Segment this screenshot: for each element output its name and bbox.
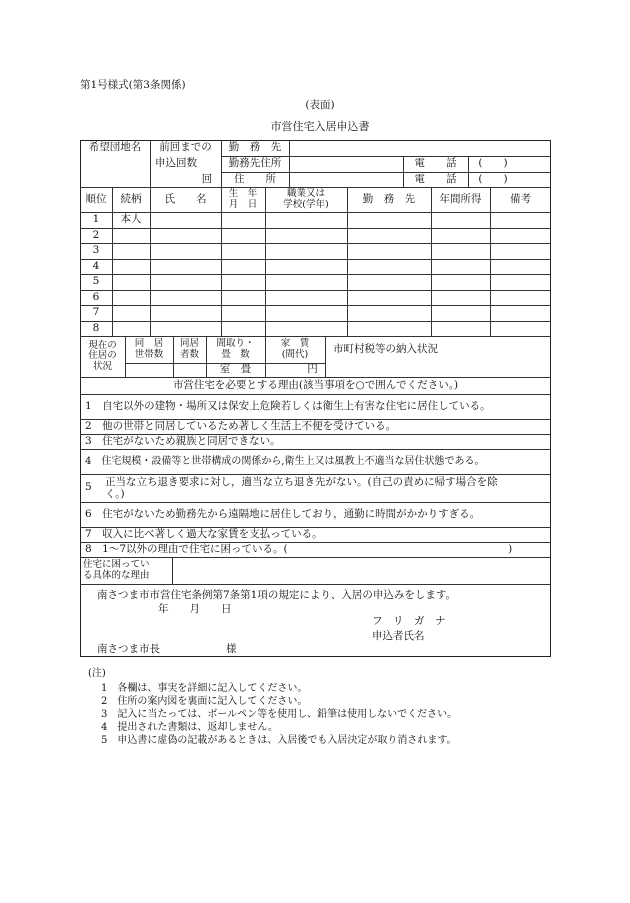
workplace-address-label: 勤務先住所 (228, 157, 282, 170)
rent-label: 家 賃 (間代) (280, 338, 310, 360)
rule (172, 557, 173, 584)
row-number: 5 (92, 275, 100, 288)
note-item: 4 提出された書類は、返却しません。 (101, 722, 278, 733)
desired-area-label: 希望団地名 (88, 141, 142, 154)
rule (80, 474, 551, 475)
note-item: 2 住所の案内図を裏面に記入してください。 (101, 696, 308, 707)
applicant-name-label: 申込者氏名 (372, 630, 425, 642)
application-statement: 南さつま市市営住宅条例第7条第1項の規定により、入居の申込みをします。 (97, 589, 457, 601)
reasons-heading: 市営住宅を必要とする理由(該当事項を○で囲んでください。) (172, 378, 459, 391)
col-employer: 勤 務 先 (362, 192, 416, 205)
row-number: 7 (92, 306, 100, 319)
row-number: 3 (92, 244, 100, 257)
notes-label: (注) (88, 668, 106, 679)
reason-item-7: 7 収入に比べ著しく過大な家賃を支払っている。 (85, 527, 323, 540)
reason-item-3: 3 住宅がないため親族と同居できない。 (85, 434, 281, 447)
col-relation: 続柄 (120, 192, 142, 205)
workplace-label: 勤 務 先 (228, 141, 282, 154)
phone-label: 電 話 (414, 157, 457, 170)
col-remarks: 備考 (510, 192, 531, 205)
cohabitants-label: 同居 者数 (179, 338, 199, 360)
previous-count-label-2: 申込回数 (155, 157, 197, 170)
note-item: 1 各欄は、事実を詳細に記入してください。 (101, 683, 308, 694)
reason-item-6: 6 住宅がないため勤務先から遠隔地に居住しており，通勤に時間がかかりすぎる。 (85, 507, 481, 520)
form-side-label: (表面) (305, 99, 335, 111)
rule (80, 584, 551, 585)
phone-paren-2: ( ) (478, 172, 508, 185)
mayor-label: 南さつま市長 (97, 643, 160, 655)
reason-item-1: 1 自宅以外の建物・場所又は保安上危険若しくは衛生上有害な住宅に居住している。 (85, 399, 491, 412)
tax-status-label: 市町村税等の納入状況 (333, 342, 438, 355)
address-label: 住 所 (234, 172, 276, 185)
row-number: 8 (92, 321, 100, 334)
rule (289, 140, 290, 187)
col-income: 年間所得 (439, 192, 482, 205)
page-title: 市営住宅入居申込書 (270, 120, 370, 133)
times-label: 回 (201, 172, 213, 185)
current-housing-label: 現在の 住居の 状況 (88, 339, 117, 372)
form-number: 第1号様式(第3条関係) (80, 79, 186, 91)
phone-paren: ( ) (478, 157, 508, 170)
previous-count-label-1: 前回までの (159, 141, 212, 154)
reason-item-4: 4 住宅規模・設備等と世帯構成の関係から,衛生上又は風教上不適当な居住状態である。 (85, 456, 485, 467)
reason-item-5-number: 5 (85, 481, 92, 494)
reason-item-5-line-2: く。) (105, 488, 125, 500)
col-order: 順位 (85, 192, 107, 205)
cohabit-households-label: 同 居 世帯数 (134, 338, 164, 360)
col-birth: 生 年 月 日 (228, 188, 258, 210)
reason-item-5-line-1: 正当な立ち退き要求に対し，適当な立ち退き先がない。(自己の責めに帰す場合を除 (105, 476, 498, 488)
row-relation: 本人 (120, 213, 142, 226)
application-date: 年 月 日 (158, 603, 232, 615)
col-occupation: 職業又は 学校(学年) (283, 188, 329, 210)
row-number: 2 (92, 228, 100, 241)
reason-item-2: 2 他の世帯と同居しているため著しく生活上不便を受けている。 (85, 419, 397, 432)
room-mat-unit: 室 畳 (219, 363, 252, 376)
row-number: 4 (92, 259, 100, 272)
reason-item-8: 8 1～7以外の理由で住宅に困っている。( ) (85, 542, 513, 555)
col-name: 氏 名 (164, 192, 207, 205)
note-item: 5 申込書に虚偽の記載があるときは、入居後でも入居決定が取り消されます。 (101, 735, 457, 746)
rule (325, 336, 326, 377)
row-number: 6 (92, 290, 100, 303)
rooms-label: 間取り・ 畳 数 (216, 338, 255, 360)
yen-unit: 円 (307, 363, 318, 376)
note-item: 3 記入に当たっては、ボールペン等を使用し、鉛筆は使用しないでください。 (101, 709, 458, 720)
furigana-label: フ リ ガ ナ (372, 615, 446, 627)
specific-reason-label: 住宅に困ってい る具体的な理由 (83, 559, 150, 581)
phone-label-2: 電 話 (414, 172, 457, 185)
honorific-sama: 様 (226, 643, 237, 655)
reason-item-5 (105, 476, 498, 500)
row-number: 1 (92, 213, 100, 226)
